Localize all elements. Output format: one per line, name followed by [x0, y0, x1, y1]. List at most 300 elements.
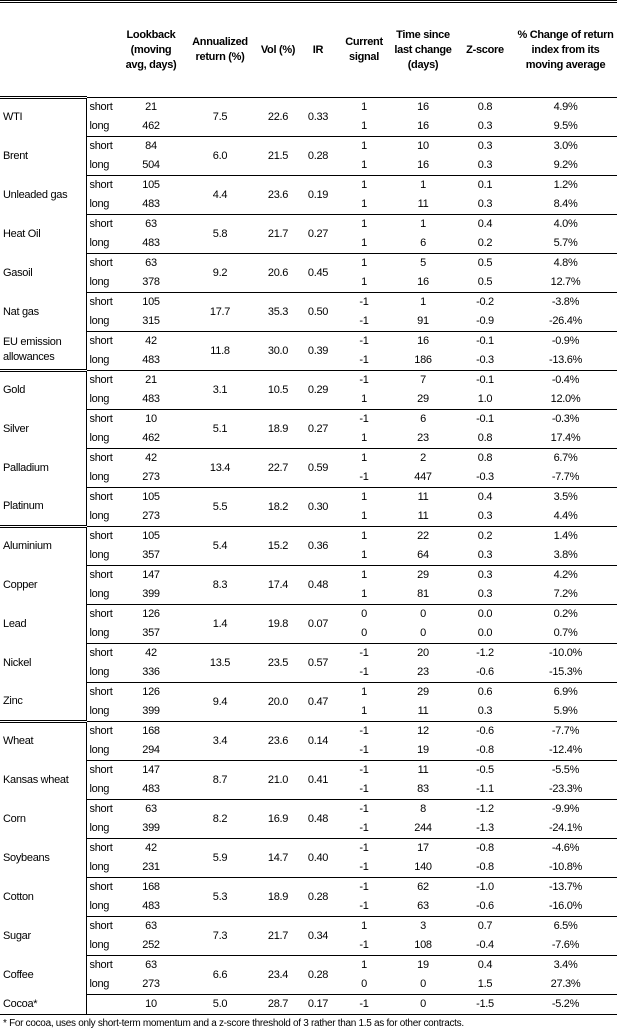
- current-signal: 1: [338, 527, 390, 547]
- tenor: long: [86, 936, 120, 956]
- lookback-days: 483: [142, 783, 160, 795]
- current-signal: -1: [338, 800, 390, 820]
- time-since-change: 11: [417, 510, 429, 522]
- tenor: short: [86, 293, 120, 313]
- lookback-days: 126: [120, 605, 182, 625]
- current-signal: 1: [338, 137, 390, 157]
- lookback-days: 42: [120, 449, 182, 469]
- z-score: 0.3: [477, 159, 493, 171]
- pct-change-from-ma: -5.5%: [514, 761, 617, 781]
- asset-name: Brent: [3, 149, 28, 162]
- z-score: -0.1: [456, 371, 514, 391]
- vol: 23.4: [258, 956, 298, 995]
- ir: 0.28: [298, 137, 338, 176]
- current-signal: -1: [359, 939, 369, 951]
- z-score: 0.4: [456, 488, 514, 508]
- pct-change-from-ma: 0.2%: [514, 605, 617, 625]
- ir: 0.40: [298, 839, 338, 878]
- table-row: [0, 215, 617, 235]
- tenor: short: [86, 566, 120, 586]
- table-row: [0, 683, 617, 703]
- time-since-change: 0: [420, 978, 426, 990]
- tenor: long: [86, 624, 120, 644]
- pct-change-from-ma: 1.2%: [514, 176, 617, 196]
- time-since-change: 3: [390, 917, 456, 937]
- vol: 28.7: [258, 995, 298, 1015]
- table-row: [0, 410, 617, 430]
- z-score: -0.4: [476, 939, 494, 951]
- vol: 17.4: [258, 566, 298, 605]
- z-score: -1.2: [456, 800, 514, 820]
- time-since-change: 186: [414, 354, 432, 366]
- time-since-change: 91: [417, 315, 429, 327]
- current-signal: -1: [359, 783, 369, 795]
- time-since-change: 19: [417, 744, 429, 756]
- time-since-change: 64: [417, 549, 429, 561]
- lookback-days: 21: [120, 98, 182, 118]
- table-row: [0, 488, 617, 508]
- z-score: 0.8: [456, 449, 514, 469]
- lookback-days: 483: [142, 354, 160, 366]
- header-z-score: Z-score: [466, 43, 504, 56]
- z-score: 0.0: [477, 627, 493, 639]
- ir: 0.28: [298, 878, 338, 917]
- asset-name: Heat Oil: [3, 227, 41, 240]
- current-signal: 1: [338, 215, 390, 235]
- time-since-change: 29: [417, 393, 429, 405]
- time-since-change: 7: [390, 371, 456, 391]
- header-annualized-return: Annualized return (%): [192, 36, 248, 63]
- annualized-return: 5.5: [182, 488, 258, 527]
- ir: 0.30: [298, 488, 338, 527]
- table-row: [0, 137, 617, 157]
- current-signal: 0: [361, 627, 367, 639]
- current-signal: 1: [338, 449, 390, 469]
- time-since-change: 1: [390, 176, 456, 196]
- annualized-return: 7.3: [182, 917, 258, 956]
- z-score: 0.3: [477, 120, 493, 132]
- z-score: 0.3: [477, 588, 493, 600]
- z-score: 0.2: [477, 237, 493, 249]
- vol: 21.7: [258, 215, 298, 254]
- time-since-change: 19: [390, 956, 456, 976]
- header-pct-change: % Change of return index from its moving average: [517, 28, 614, 71]
- lookback-days: 21: [120, 371, 182, 391]
- z-score: -0.5: [456, 761, 514, 781]
- lookback-days: 483: [142, 900, 160, 912]
- pct-change-from-ma: -4.6%: [514, 839, 617, 859]
- pct-change-from-ma: -7.6%: [551, 939, 580, 951]
- tenor: short: [86, 98, 120, 118]
- time-since-change: 16: [390, 98, 456, 118]
- pct-change-from-ma: 27.3%: [550, 978, 581, 990]
- vol: 23.6: [258, 722, 298, 761]
- lookback-days: 168: [120, 722, 182, 742]
- z-score: 0.3: [477, 198, 493, 210]
- lookback-days: 399: [142, 822, 160, 834]
- z-score: -0.8: [456, 839, 514, 859]
- tenor: long: [86, 858, 120, 878]
- annualized-return: 7.5: [182, 98, 258, 137]
- lookback-days: 273: [142, 978, 160, 990]
- header-lookback: Lookback (moving avg, days): [125, 28, 177, 71]
- lookback-days: 105: [120, 488, 182, 508]
- table-row: [0, 800, 617, 820]
- current-signal: 1: [338, 956, 390, 976]
- tenor: short: [86, 332, 120, 352]
- time-since-change: 11: [390, 488, 456, 508]
- table-row: [0, 839, 617, 859]
- asset-name: Silver: [3, 422, 29, 435]
- ir: 0.34: [298, 917, 338, 956]
- z-score: 0.3: [456, 137, 514, 157]
- header-row: [0, 2, 617, 98]
- tenor: short: [86, 605, 120, 625]
- time-since-change: 22: [390, 527, 456, 547]
- time-since-change: 17: [390, 839, 456, 859]
- table-row: [0, 371, 617, 391]
- pct-change-from-ma: 4.9%: [514, 98, 617, 118]
- pct-change-from-ma: 3.0%: [514, 137, 617, 157]
- asset-name: Copper: [3, 578, 38, 591]
- lookback-days: 105: [120, 527, 182, 547]
- current-signal: -1: [359, 822, 369, 834]
- asset-name: Soybeans: [3, 851, 50, 864]
- tenor: short: [86, 371, 120, 391]
- current-signal: -1: [338, 761, 390, 781]
- time-since-change: 10: [390, 137, 456, 157]
- lookback-days: 84: [120, 137, 182, 157]
- vol: 18.2: [258, 488, 298, 527]
- vol: 20.6: [258, 254, 298, 293]
- time-since-change: 8: [390, 800, 456, 820]
- current-signal: -1: [359, 744, 369, 756]
- tenor: long: [86, 273, 120, 293]
- time-since-change: 6: [420, 237, 426, 249]
- tenor: long: [86, 429, 120, 449]
- asset-name: Palladium: [3, 461, 49, 474]
- pct-change-from-ma: 12.0%: [550, 393, 581, 405]
- tenor: long: [86, 741, 120, 761]
- lookback-days: 378: [142, 276, 160, 288]
- lookback-days: 147: [120, 761, 182, 781]
- z-score: 0.1: [456, 176, 514, 196]
- pct-change-from-ma: 6.9%: [514, 683, 617, 703]
- vol: 22.6: [258, 98, 298, 137]
- table-row: [0, 605, 617, 625]
- current-signal: -1: [338, 332, 390, 352]
- asset-name: Nat gas: [3, 305, 39, 318]
- lookback-days: 10: [120, 995, 182, 1015]
- lookback-days: 42: [120, 332, 182, 352]
- time-since-change: 447: [414, 471, 432, 483]
- lookback-days: 42: [120, 644, 182, 664]
- z-score: -0.3: [476, 354, 494, 366]
- tenor: short: [86, 644, 120, 664]
- current-signal: 1: [361, 393, 367, 405]
- tenor: long: [86, 351, 120, 371]
- asset-name: Zinc: [3, 694, 23, 707]
- table-row: [0, 956, 617, 976]
- time-since-change: 63: [417, 900, 429, 912]
- z-score: 0.7: [456, 917, 514, 937]
- tenor: long: [86, 507, 120, 527]
- lookback-days: 399: [142, 588, 160, 600]
- ir: 0.27: [298, 215, 338, 254]
- annualized-return: 1.4: [182, 605, 258, 644]
- annualized-return: 5.4: [182, 527, 258, 566]
- vol: 21.7: [258, 917, 298, 956]
- z-score: 0.4: [456, 956, 514, 976]
- tenor: long: [86, 819, 120, 839]
- lookback-days: 147: [120, 566, 182, 586]
- z-score: 0.3: [456, 566, 514, 586]
- z-score: 0.8: [456, 98, 514, 118]
- pct-change-from-ma: -10.0%: [514, 644, 617, 664]
- pct-change-from-ma: 4.8%: [514, 254, 617, 274]
- time-since-change: 11: [417, 705, 429, 717]
- vol: 30.0: [258, 332, 298, 371]
- vol: 35.3: [258, 293, 298, 332]
- asset-name: Nickel: [3, 656, 32, 669]
- pct-change-from-ma: 12.7%: [550, 276, 581, 288]
- tenor: short: [86, 410, 120, 430]
- lookback-days: 168: [120, 878, 182, 898]
- annualized-return: 6.6: [182, 956, 258, 995]
- tenor: long: [86, 195, 120, 215]
- pct-change-from-ma: -23.3%: [548, 783, 583, 795]
- ir: 0.36: [298, 527, 338, 566]
- pct-change-from-ma: 3.8%: [553, 549, 578, 561]
- current-signal: 1: [338, 917, 390, 937]
- tenor: short: [86, 527, 120, 547]
- vol: 18.9: [258, 410, 298, 449]
- z-score: 0.4: [456, 215, 514, 235]
- lookback-days: 63: [120, 254, 182, 274]
- current-signal: 1: [361, 588, 367, 600]
- pct-change-from-ma: -0.9%: [514, 332, 617, 352]
- current-signal: -1: [359, 315, 369, 327]
- asset-name: Cocoa*: [0, 995, 86, 1015]
- current-signal: -1: [359, 861, 369, 873]
- z-score: 0.5: [456, 254, 514, 274]
- vol: 18.9: [258, 878, 298, 917]
- time-since-change: 16: [417, 159, 429, 171]
- ir: 0.07: [298, 605, 338, 644]
- current-signal: -1: [338, 878, 390, 898]
- lookback-days: 252: [142, 939, 160, 951]
- tenor: long: [86, 468, 120, 488]
- ir: 0.48: [298, 566, 338, 605]
- ir: 0.17: [298, 995, 338, 1015]
- time-since-change: 83: [417, 783, 429, 795]
- z-score: 0.3: [477, 705, 493, 717]
- lookback-days: 357: [142, 627, 160, 639]
- z-score: -0.1: [456, 332, 514, 352]
- pct-change-from-ma: -12.4%: [548, 744, 583, 756]
- annualized-return: 4.4: [182, 176, 258, 215]
- time-since-change: 20: [390, 644, 456, 664]
- lookback-days: 462: [142, 120, 160, 132]
- tenor: short: [86, 878, 120, 898]
- current-signal: -1: [359, 471, 369, 483]
- annualized-return: 9.4: [182, 683, 258, 722]
- tenor: long: [86, 663, 120, 683]
- current-signal: 1: [361, 705, 367, 717]
- asset-name: Gasoil: [3, 266, 33, 279]
- tenor: short: [86, 761, 120, 781]
- pct-change-from-ma: 1.4%: [514, 527, 617, 547]
- footnote: * For cocoa, uses only short-term momentum and a z-score threshold of 3 rather than 1.5 as for other contracts.: [3, 1018, 464, 1029]
- asset-name: Unleaded gas: [3, 188, 68, 201]
- pct-change-from-ma: 9.5%: [553, 120, 578, 132]
- pct-change-from-ma: -26.4%: [548, 315, 583, 327]
- tenor: long: [86, 390, 120, 410]
- vol: 10.5: [258, 371, 298, 410]
- z-score: -0.6: [476, 900, 494, 912]
- time-since-change: 140: [414, 861, 432, 873]
- current-signal: 1: [338, 254, 390, 274]
- ir: 0.50: [298, 293, 338, 332]
- lookback-days: 126: [120, 683, 182, 703]
- current-signal: 1: [338, 566, 390, 586]
- pct-change-from-ma: -7.7%: [551, 471, 580, 483]
- tenor: short: [86, 449, 120, 469]
- header-ir: IR: [312, 43, 324, 56]
- current-signal: -1: [338, 371, 390, 391]
- pct-change-from-ma: 7.2%: [553, 588, 578, 600]
- z-score: -0.8: [476, 744, 494, 756]
- time-since-change: 29: [390, 566, 456, 586]
- current-signal: 1: [361, 120, 367, 132]
- current-signal: 1: [338, 683, 390, 703]
- current-signal: 1: [361, 432, 367, 444]
- asset-name: Cotton: [3, 890, 34, 903]
- time-since-change: 29: [390, 683, 456, 703]
- current-signal: -1: [359, 666, 369, 678]
- table-row: [0, 449, 617, 469]
- tenor: long: [86, 975, 120, 995]
- time-since-change: 0: [390, 605, 456, 625]
- current-signal: 1: [338, 98, 390, 118]
- pct-change-from-ma: -0.3%: [514, 410, 617, 430]
- z-score: -1.3: [476, 822, 494, 834]
- current-signal: -1: [338, 722, 390, 742]
- pct-change-from-ma: -5.2%: [514, 995, 617, 1015]
- vol: 22.7: [258, 449, 298, 488]
- asset-name: Coffee: [3, 968, 34, 981]
- table-row: [0, 332, 617, 352]
- lookback-days: 483: [142, 393, 160, 405]
- current-signal: 1: [361, 198, 367, 210]
- vol: 20.0: [258, 683, 298, 722]
- tenor: long: [86, 546, 120, 566]
- annualized-return: 5.8: [182, 215, 258, 254]
- tenor: short: [86, 176, 120, 196]
- lookback-days: 63: [120, 215, 182, 235]
- table-row: [0, 293, 617, 313]
- vol: 23.5: [258, 644, 298, 683]
- annualized-return: 5.0: [182, 995, 258, 1015]
- lookback-days: 399: [142, 705, 160, 717]
- tenor: short: [86, 215, 120, 235]
- pct-change-from-ma: 3.4%: [514, 956, 617, 976]
- table-row: [0, 995, 617, 1015]
- annualized-return: 8.7: [182, 761, 258, 800]
- tenor: long: [86, 897, 120, 917]
- table-row: [0, 761, 617, 781]
- header-vol: Vol (%): [260, 43, 296, 56]
- asset-name: Lead: [3, 617, 27, 630]
- table-row: [0, 254, 617, 274]
- z-score: -0.2: [456, 293, 514, 313]
- lookback-days: 63: [120, 800, 182, 820]
- table-row: [0, 878, 617, 898]
- pct-change-from-ma: -13.6%: [548, 354, 583, 366]
- ir: 0.28: [298, 956, 338, 995]
- z-score: -1.0: [456, 878, 514, 898]
- tenor: short: [86, 800, 120, 820]
- current-signal: 1: [361, 237, 367, 249]
- annualized-return: 8.3: [182, 566, 258, 605]
- tenor: short: [86, 254, 120, 274]
- time-since-change: 1: [390, 215, 456, 235]
- time-since-change: 5: [390, 254, 456, 274]
- current-signal: -1: [338, 644, 390, 664]
- time-since-change: 108: [414, 939, 432, 951]
- ir: 0.33: [298, 98, 338, 137]
- asset-name: Gold: [0, 371, 86, 410]
- lookback-days: 231: [142, 861, 160, 873]
- lookback-days: 504: [142, 159, 160, 171]
- current-signal: 1: [361, 510, 367, 522]
- z-score: 0.6: [456, 683, 514, 703]
- current-signal: 1: [338, 488, 390, 508]
- time-since-change: 2: [390, 449, 456, 469]
- z-score: 0.2: [456, 527, 514, 547]
- header-time-since-change: Time since last change (days): [394, 28, 452, 71]
- tenor: short: [86, 917, 120, 937]
- pct-change-from-ma: 3.5%: [514, 488, 617, 508]
- pct-change-from-ma: 17.4%: [550, 432, 581, 444]
- z-score: -0.8: [476, 861, 494, 873]
- z-score: 1.0: [477, 393, 493, 405]
- asset-name: EU emission allowances: [3, 336, 62, 364]
- z-score: 0.0: [456, 605, 514, 625]
- tenor: short: [86, 722, 120, 742]
- pct-change-from-ma: 8.4%: [553, 198, 578, 210]
- z-score: -0.6: [456, 722, 514, 742]
- time-since-change: 16: [390, 332, 456, 352]
- lookback-days: 273: [142, 510, 160, 522]
- table-row: [0, 644, 617, 664]
- current-signal: 0: [338, 605, 390, 625]
- current-signal: 0: [361, 978, 367, 990]
- table-row: [0, 722, 617, 742]
- header-asset: [0, 2, 86, 98]
- asset-name: Wheat: [0, 722, 86, 761]
- current-signal: 1: [338, 176, 390, 196]
- table-row: [0, 176, 617, 196]
- annualized-return: 3.1: [182, 371, 258, 410]
- pct-change-from-ma: 5.7%: [553, 237, 578, 249]
- pct-change-from-ma: 6.5%: [514, 917, 617, 937]
- table-row: [0, 566, 617, 586]
- table-row: [0, 527, 617, 547]
- pct-change-from-ma: -10.8%: [548, 861, 583, 873]
- pct-change-from-ma: 4.2%: [514, 566, 617, 586]
- asset-name: Platinum: [3, 499, 44, 512]
